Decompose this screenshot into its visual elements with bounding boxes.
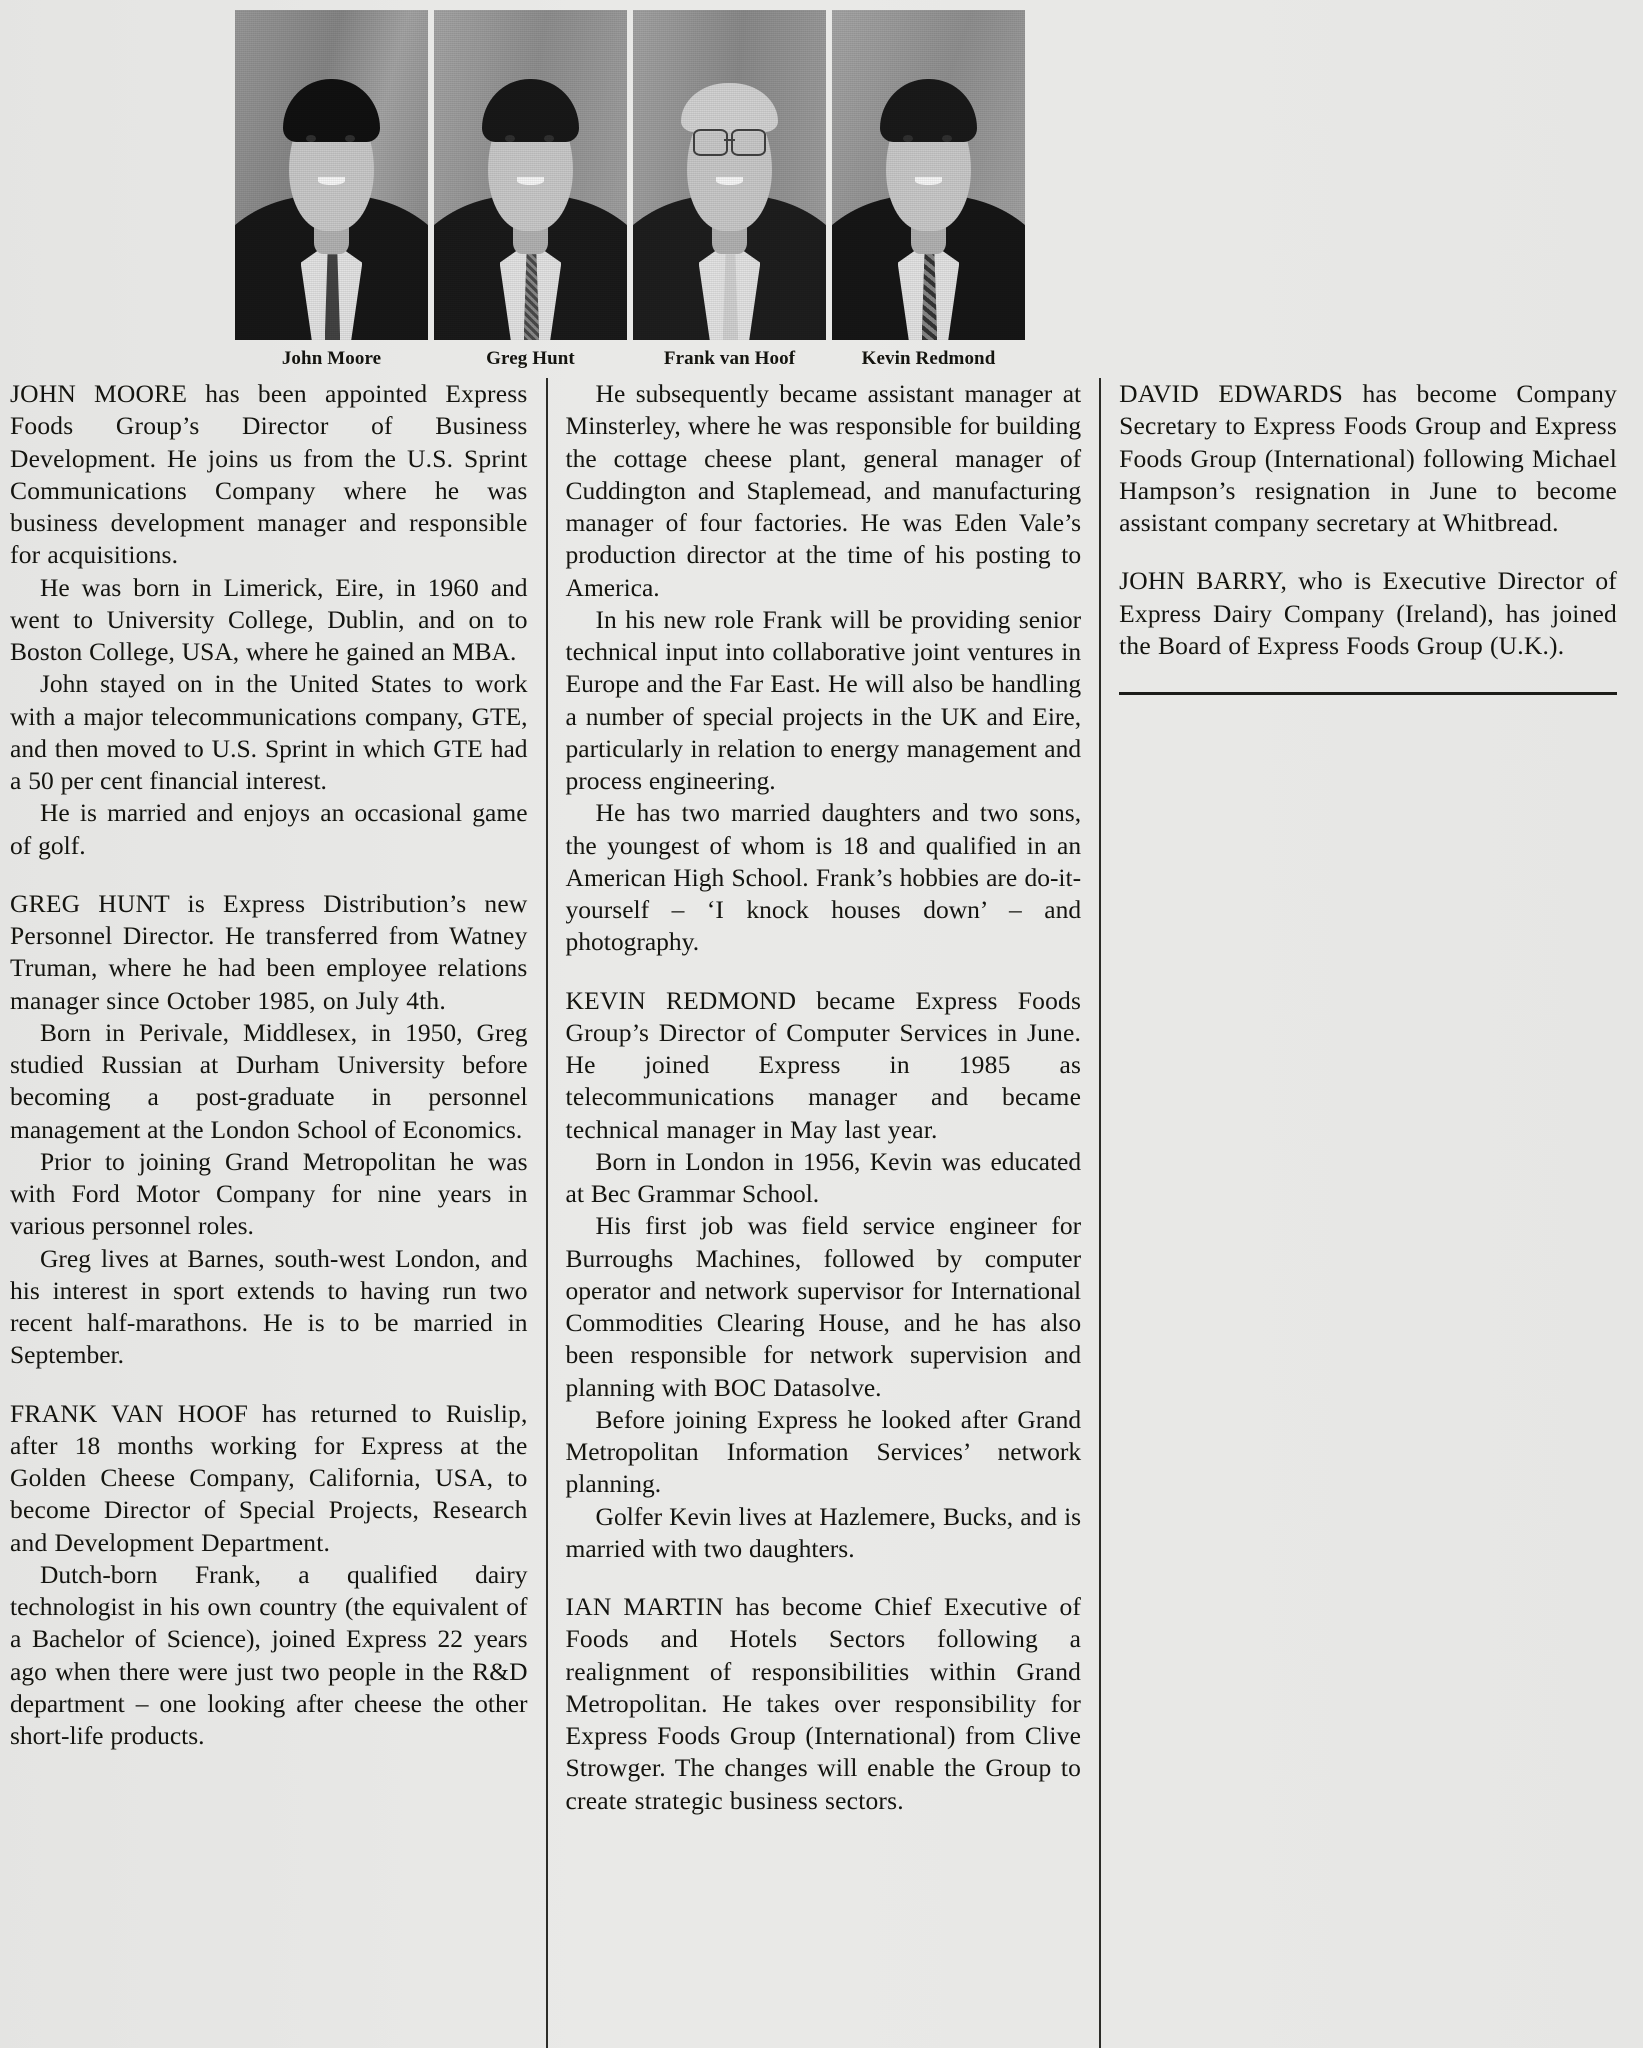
paragraph: Prior to joining Grand Metropolitan he was with Ford Motor Company for nine years in various personnel roles.: [10, 1146, 528, 1241]
portrait-smile: [716, 177, 743, 185]
portrait-eye-left: [505, 135, 515, 142]
portrait-eye-right: [942, 135, 952, 142]
portrait-backdrop: [434, 10, 627, 340]
portrait-tie: [524, 254, 539, 340]
paragraph: Before joining Express he looked after Grand Metropolitan Information Services’ network planning.: [565, 1404, 1082, 1499]
portrait-cell-kevin-redmond: [832, 10, 1025, 369]
section-divider-rule: [1119, 692, 1617, 695]
portrait-cell-frank-van-hoof: [633, 10, 826, 369]
paragraph: Dutch-born Frank, a qualified dairy technologist in his own country (the equivalent of a Bachelor of Science), joined Express 22 years ago when there were just two people in the R&D department – one looking after cheese the other short-life products.: [10, 1559, 528, 1750]
portrait-neck: [513, 211, 548, 254]
portrait-shoulders: [434, 195, 627, 340]
portrait-neck: [712, 211, 747, 254]
portrait-glasses: [693, 129, 766, 152]
portrait-backdrop: [633, 10, 826, 340]
portrait-backdrop: [235, 10, 428, 340]
portrait-smile: [517, 177, 544, 185]
paragraph: In his new role Frank will be providing senior technical input into collaborative joint ventures in Europe and the Far East. He will also be handling a number of special projects in the UK and Eire, particularly in relation to energy management and process engineering.: [565, 604, 1082, 795]
column-right: [1099, 378, 1635, 2048]
paragraph: JOHN MOORE has been appointed Express Foods Group’s Director of Business Development. He joins us from the U.S. Sprint Communications Company where he was business development manager and responsible for acquisitions.: [10, 379, 528, 570]
photo-caption-john-moore: John Moore: [281, 348, 382, 369]
paragraph: Born in Perivale, Middlesex, in 1950, Greg studied Russian at Durham University before becoming a post-graduate in personnel management at the London School of Economics.: [10, 1017, 528, 1144]
portrait-tie: [922, 254, 937, 340]
paragraph: GREG HUNT is Express Distribution’s new Personnel Director. He transferred from Watney Truman, where he had been employee relations manager since October 1985, on July 4th.: [10, 888, 528, 1015]
portrait-shoulders: [633, 195, 826, 340]
portrait-shoulders: [235, 195, 428, 340]
portrait-hair: [880, 79, 977, 142]
photo-caption-greg-hunt: Greg Hunt: [486, 348, 575, 369]
paragraph: He is married and enjoys an occasional game of golf.: [10, 798, 528, 860]
portrait-smile: [915, 177, 942, 185]
portrait-tie: [325, 254, 340, 340]
portrait-hair: [482, 79, 579, 142]
portrait-head: [687, 99, 772, 231]
portrait-cell-john-moore: [235, 10, 428, 369]
portrait-eye-right: [345, 135, 355, 142]
paragraph: He has two married daughters and two sons, the youngest of whom is 18 and qualified in an American High School. Frank’s hobbies are do-it-yourself – ‘I knock houses down’ – and photography.: [565, 798, 1082, 957]
paragraph: FRANK VAN HOOF has returned to Ruislip, after 18 months working for Express at the Golden Cheese Company, California, USA, to become Director of Special Projects, Research and Development Department.: [10, 1398, 528, 1557]
paragraph: He subsequently became assistant manager at Minsterley, where he was responsible for building the cottage cheese plant, general manager of Cuddington and Staplemead, and manufacturing manager of four factories. He was Eden Vale’s production director at the time of his posting to America.: [565, 379, 1082, 602]
portrait-tie: [723, 254, 738, 340]
portrait-neck: [314, 211, 349, 254]
portrait-shirt: [301, 241, 363, 340]
article-columns: [10, 378, 1635, 2048]
portrait-neck: [911, 211, 946, 254]
portrait-head: [488, 99, 573, 231]
portrait-backdrop: [832, 10, 1025, 340]
portrait-eye-left: [306, 135, 316, 142]
portrait-hair: [681, 83, 778, 133]
paragraph: Greg lives at Barnes, south-west London, and his interest in sport extends to having run two recent half-marathons. He is to be married in September.: [10, 1243, 528, 1370]
portrait-eye-right: [544, 135, 554, 142]
portrait-photo-frank-van-hoof: [633, 10, 826, 340]
photo-caption-frank-van-hoof: Frank van Hoof: [663, 348, 796, 369]
portrait-photo-kevin-redmond: [832, 10, 1025, 340]
portrait-head: [886, 99, 971, 231]
paragraph: Golfer Kevin lives at Hazlemere, Bucks, and is married with two daughters.: [565, 1501, 1082, 1563]
portrait-hair: [283, 79, 380, 142]
paragraph: Born in London in 1956, Kevin was educated at Bec Grammar School.: [565, 1146, 1082, 1208]
portrait-eye-left: [903, 135, 913, 142]
paragraph: DAVID EDWARDS has become Company Secretary to Express Foods Group and Express Foods Group (International) following Michael Hampson’s resignation in June to become assistant company secretary at Whitbread.: [1119, 379, 1617, 537]
portrait-cell-greg-hunt: [434, 10, 627, 369]
portrait-photo-john-moore: [235, 10, 428, 340]
paragraph: IAN MARTIN has become Chief Executive of Foods and Hotels Sectors following a realignment of responsibilities within Grand Metropolitan. He takes over responsibility for Express Foods Group (International) from Clive Strowger. The changes will enable the Group to create strategic business sectors.: [565, 1592, 1082, 1815]
photo-caption-kevin-redmond: Kevin Redmond: [861, 348, 996, 369]
glasses-bridge: [724, 139, 734, 141]
paragraph: KEVIN REDMOND became Express Foods Group’s Director of Computer Services in June. He joined Express in 1985 as telecommunications manager and became technical manager in May last year.: [565, 985, 1082, 1144]
paragraph: JOHN BARRY, who is Executive Director of Express Dairy Company (Ireland), has joined the Board of Express Foods Group (U.K.).: [1119, 566, 1617, 660]
glasses-lens-left: [693, 129, 729, 156]
portrait-smile: [318, 177, 345, 185]
portrait-photo-strip: [235, 10, 1025, 369]
paragraph: John stayed on in the United States to work with a major telecommunications company, GTE, and then moved to U.S. Sprint in which GTE had a 50 per cent financial interest.: [10, 669, 528, 795]
portrait-shirt: [898, 241, 960, 340]
portrait-photo-greg-hunt: [434, 10, 627, 340]
portrait-shoulders: [832, 195, 1025, 340]
paragraph: His first job was field service engineer for Burroughs Machines, followed by computer operator and network supervisor for International Commodities Clearing House, and he has also been responsible for network supervision and planning with BOC Datasolve.: [565, 1211, 1082, 1402]
glasses-lens-right: [731, 129, 767, 156]
portrait-head: [289, 99, 374, 231]
column-left: [10, 378, 546, 2048]
column-middle: [546, 378, 1100, 2048]
paragraph: He was born in Limerick, Eire, in 1960 and went to University College, Dublin, and on to Boston College, USA, where he gained an MBA.: [10, 572, 528, 666]
portrait-shirt: [699, 241, 761, 340]
portrait-shirt: [500, 241, 562, 340]
